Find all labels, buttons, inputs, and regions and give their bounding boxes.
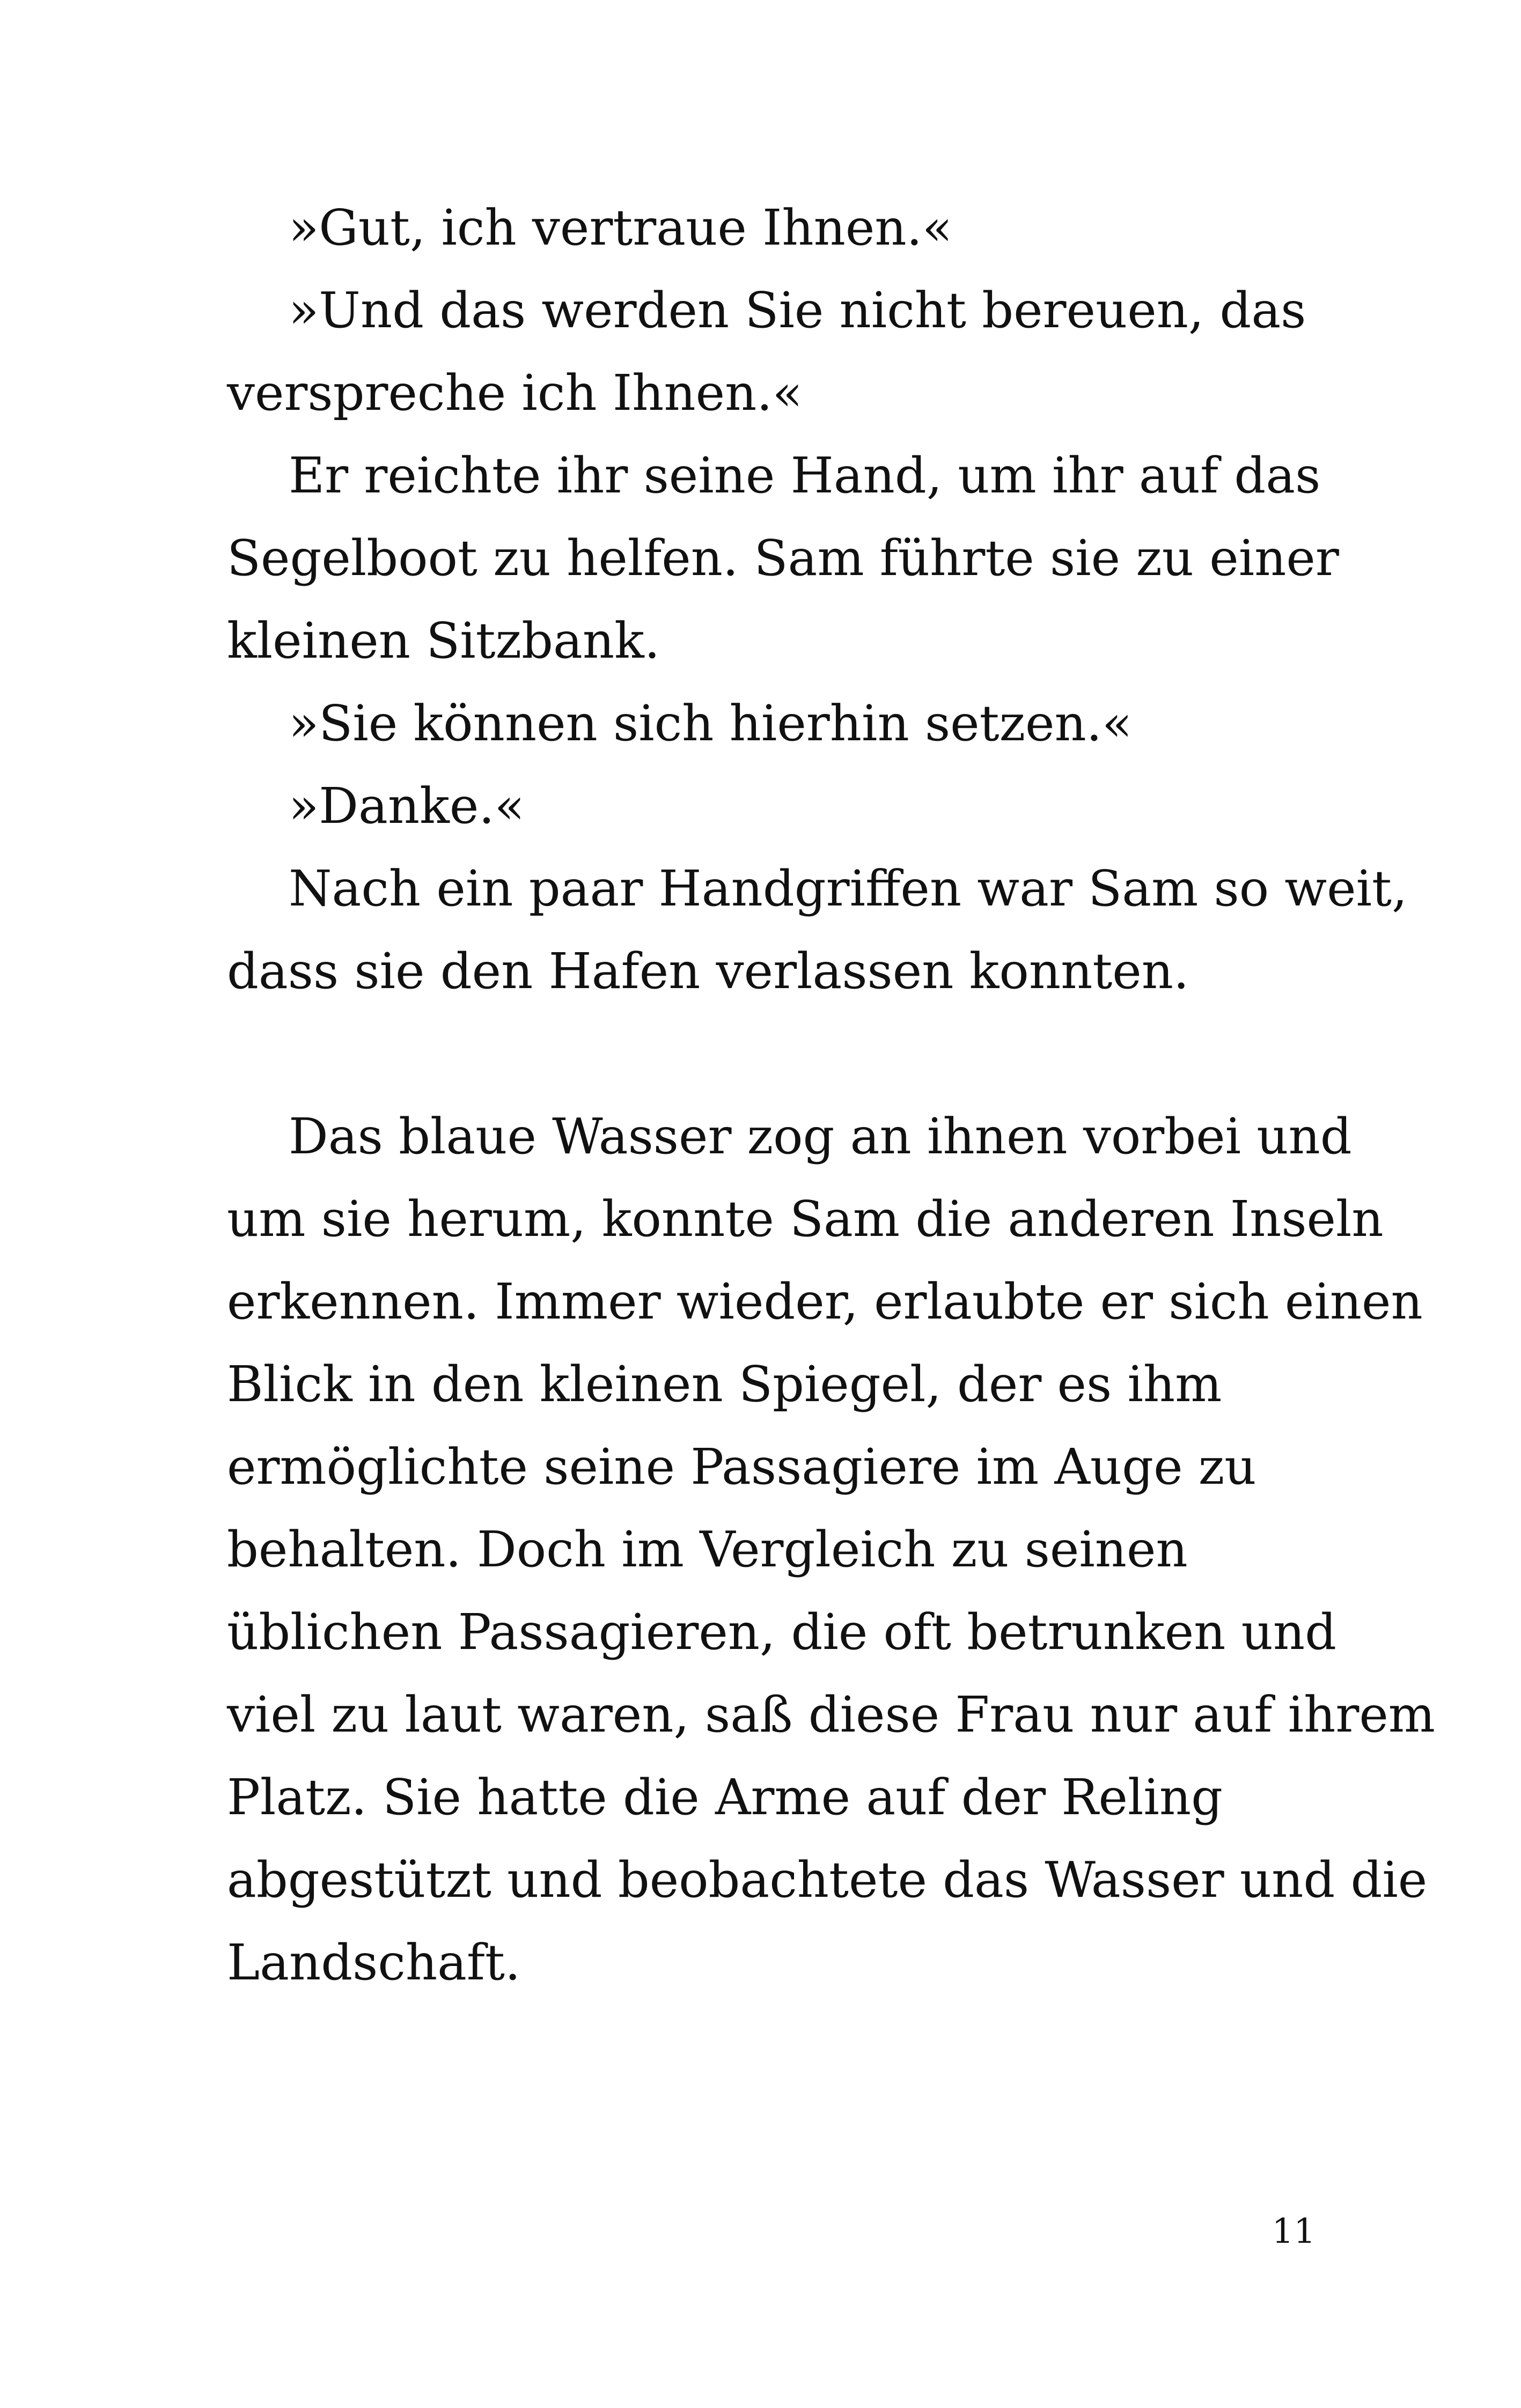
text-line: ermöglichte seine Passagiere im Auge zu [227, 1438, 1257, 1496]
text-line: abgestützt und beobachtete das Wasser und die [227, 1851, 1428, 1909]
text-line: Platz. Sie hatte die Arme auf der Reling [227, 1769, 1223, 1826]
text-line: Segelboot zu helfen. Sam führte sie zu einer [227, 529, 1339, 587]
text-line: »Und das werden Sie nicht bereuen, das [289, 282, 1306, 339]
text-line: Blick in den kleinen Spiegel, der es ihm [227, 1356, 1222, 1413]
text-line: Landschaft. [227, 1934, 521, 1991]
section-break [227, 1013, 1332, 1095]
text-line: Er reichte ihr seine Hand, um ihr auf das [289, 447, 1321, 504]
text-line: um sie herum, konnte Sam die anderen Inseln [227, 1190, 1384, 1248]
text-line: »Gut, ich vertraue Ihnen.« [289, 199, 953, 256]
text-line: behalten. Doch im Vergleich zu seinen [227, 1521, 1188, 1578]
text-line: Nach ein paar Handgriffen war Sam so weit, [289, 860, 1408, 917]
text-line: dass sie den Hafen verlassen konnten. [227, 942, 1189, 1000]
paragraph [227, 1095, 1436, 2004]
paragraph [227, 765, 1332, 848]
text-line: üblichen Passagieren, die oft betrunken und [227, 1603, 1337, 1661]
text-line: kleinen Sitzbank. [227, 612, 660, 669]
paragraph [227, 848, 1408, 1013]
text-line: Das blaue Wasser zog an ihnen vorbei und [289, 1108, 1352, 1165]
paragraph [227, 187, 1332, 269]
page-number: 11 [1272, 2212, 1316, 2251]
body-text [227, 187, 1436, 2004]
paragraph [227, 269, 1332, 435]
text-line: »Danke.« [289, 777, 525, 835]
paragraph [227, 682, 1332, 765]
text-line: verspreche ich Ihnen.« [227, 364, 803, 422]
text-line: erkennen. Immer wieder, erlaubte er sich einen [227, 1273, 1423, 1330]
paragraph [227, 435, 1339, 682]
text-line: »Sie können sich hierhin setzen.« [289, 695, 1133, 752]
text-line: viel zu laut waren, saß diese Frau nur auf ihrem [227, 1686, 1436, 1743]
